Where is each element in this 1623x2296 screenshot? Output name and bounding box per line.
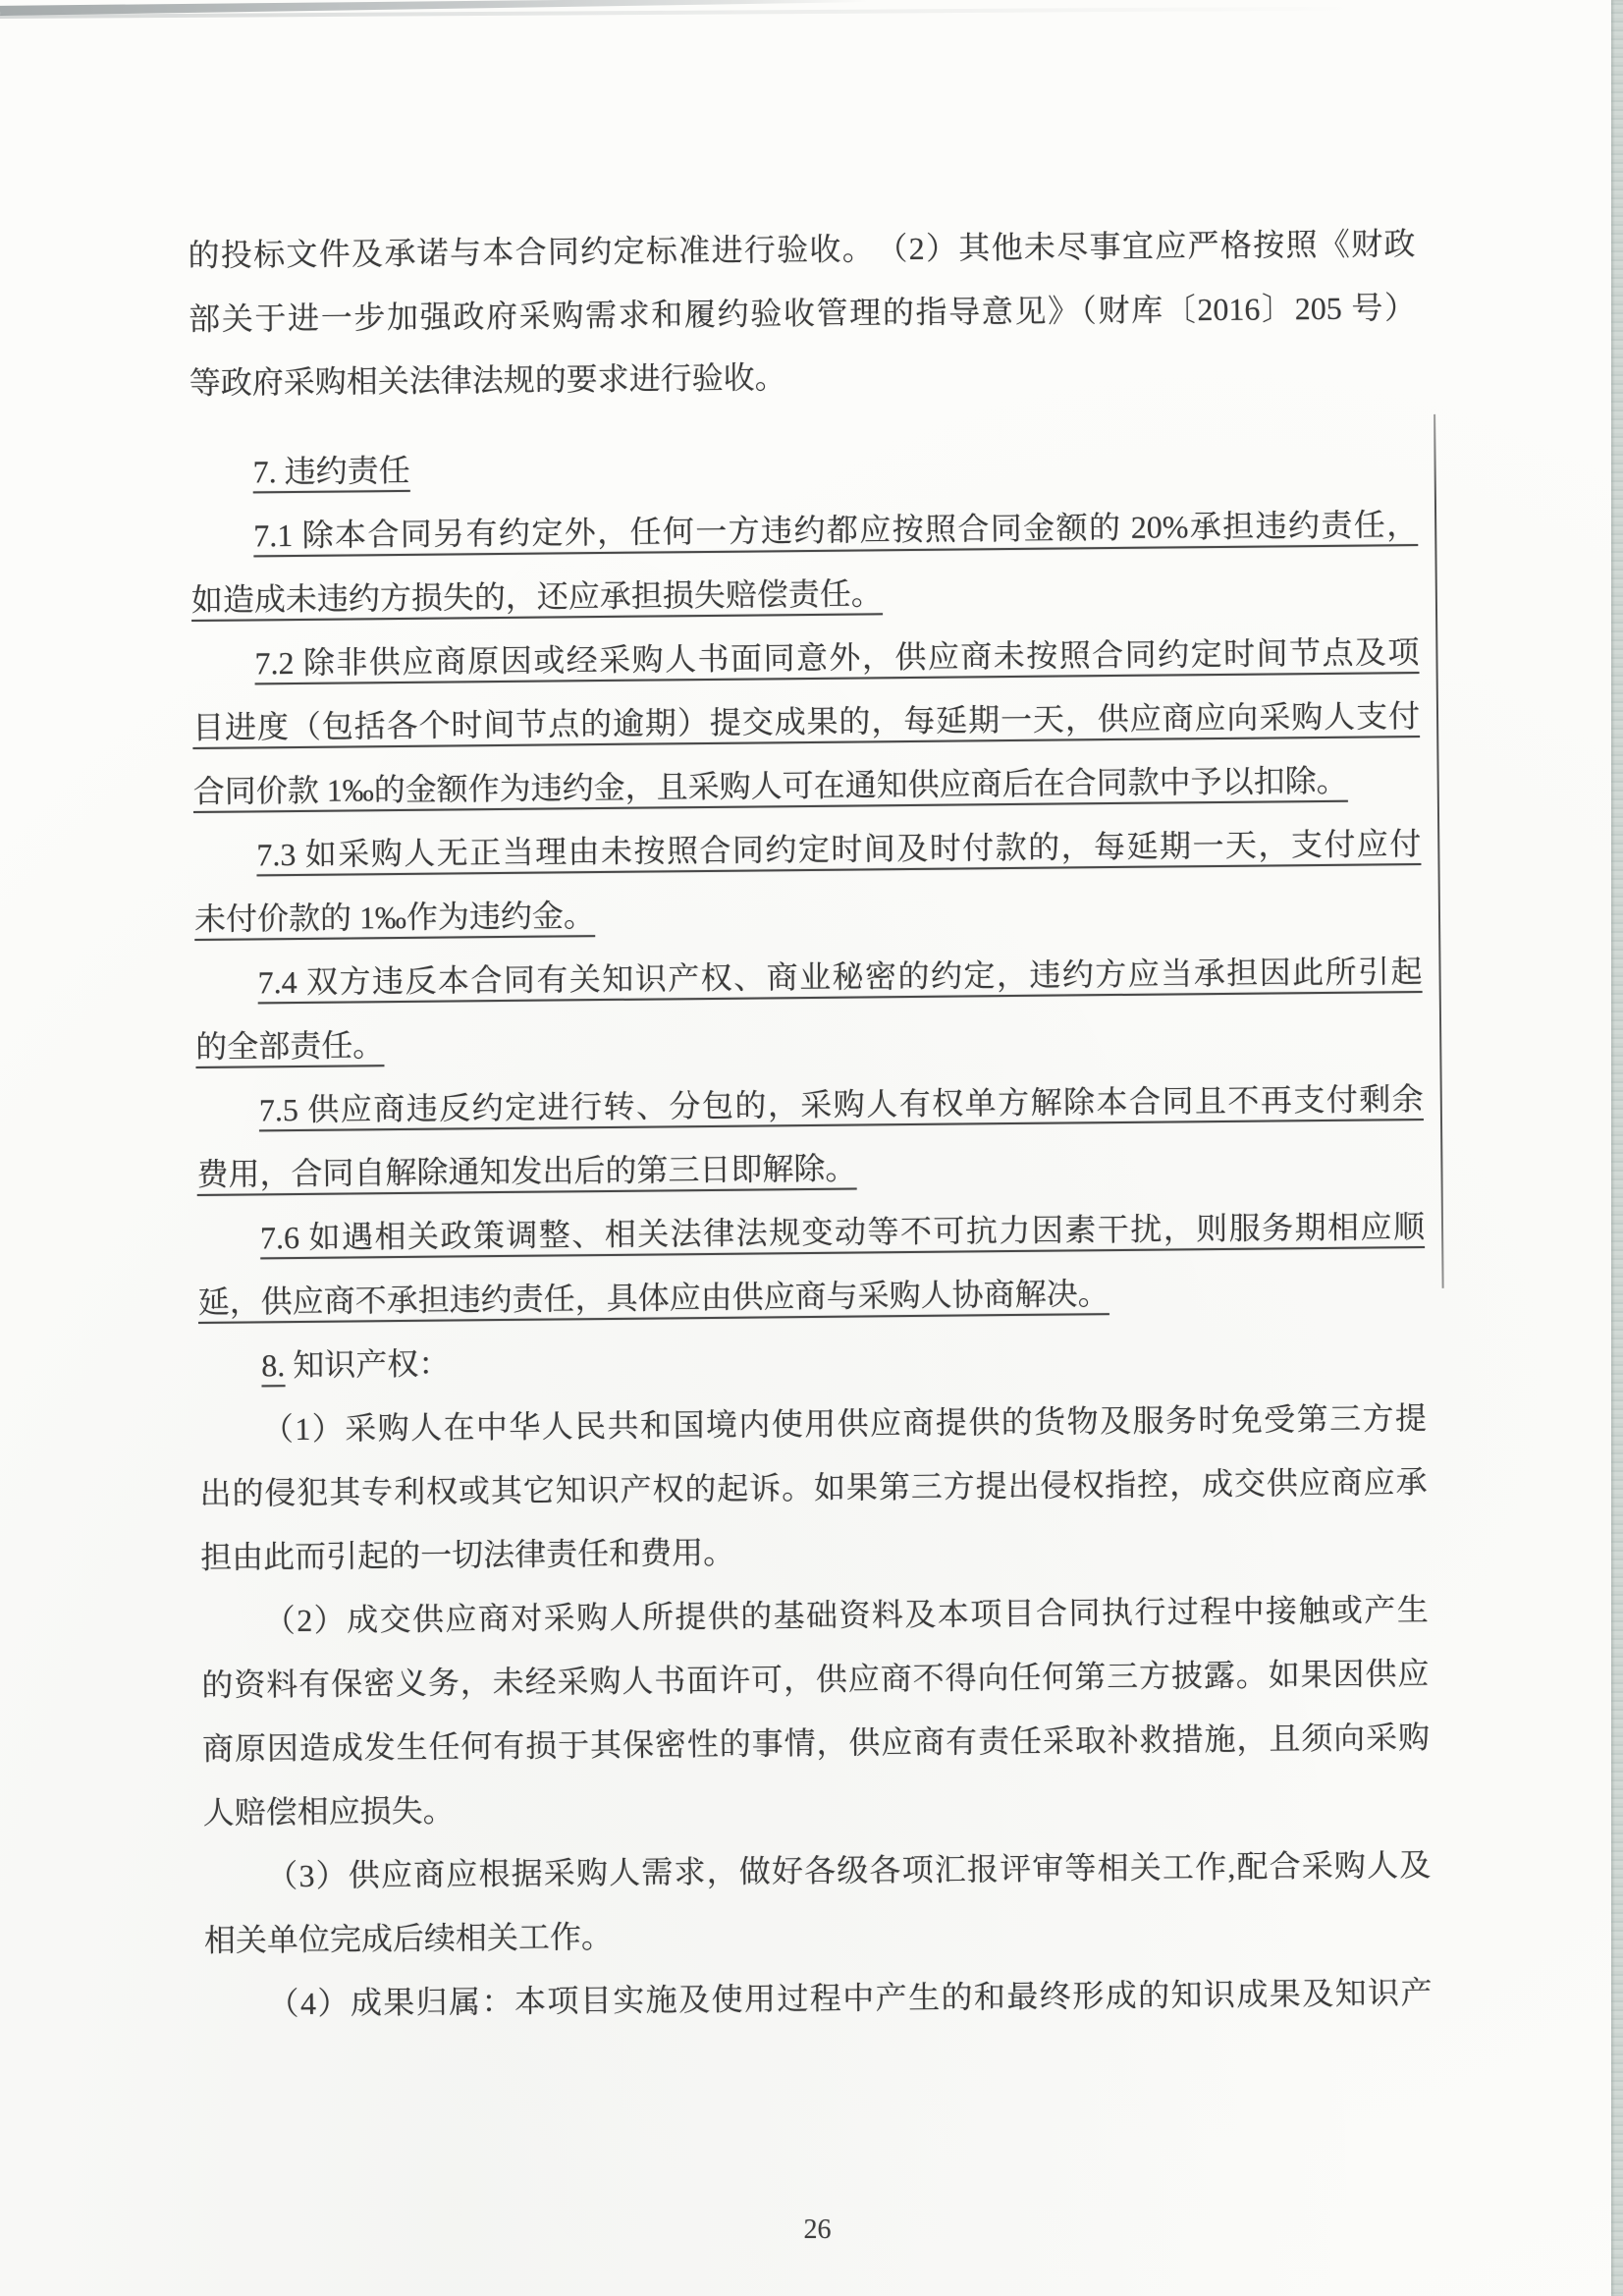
text-line: [189, 429, 1418, 505]
text-line: [199, 1387, 1428, 1462]
text-line: [195, 1004, 1424, 1079]
text-line: [204, 1961, 1433, 2037]
underlined-text: 7.3 如采购人无正当理由未按照合同约定时间及时付款的，每延期一天，支付应付: [256, 826, 1422, 873]
text-segment: 出的侵犯其专利权或其它知识产权的起诉。如果第三方提出侵权指控，成交供应商应承: [199, 1463, 1428, 1511]
text-line: [194, 940, 1423, 1015]
text-segment: 等政府采购相关法律法规的要求进行验收。: [189, 359, 786, 402]
text-line: [188, 212, 1416, 288]
text-line: [189, 276, 1417, 352]
underlined-text: 7.4 双方违反本合同有关知识产权、商业秘密的约定，违约方应当承担因此所引起: [257, 954, 1423, 1001]
underlined-text: 未付价款的 1‰作为违约金。: [193, 898, 596, 938]
underlined-text: 7.5 供应商违反约定进行转、分包的，采购人有权单方解除本合同且不再支付剩余: [258, 1081, 1424, 1128]
text-segment: 担由此而引起的一切法律责任和费用。: [200, 1534, 735, 1575]
page-edge-scan-band: [1611, 0, 1623, 2296]
underlined-text: 合同价款 1‰的金额作为违约金，且采购人可在通知供应商后在合同款中予以扣除。: [192, 762, 1348, 810]
text-line: [196, 1131, 1425, 1207]
text-segment: 的投标文件及承诺与本合同约定标准进行验收。 （2）其他未尽事宜应严格按照《财政: [188, 226, 1416, 274]
text-segment: （2）成交供应商对采购人所提供的基础资料及本项目合同执行过程中接触或产生: [263, 1591, 1429, 1639]
text-line: [193, 812, 1422, 888]
underlined-text: 费用，合同自解除通知发出后的第三日即解除。: [196, 1150, 857, 1192]
text-line: [191, 557, 1420, 632]
text-segment: （1）采购人在中华人民共和国境内使用供应商提供的货物及服务时免受第三方提: [261, 1399, 1428, 1448]
text-segment: 的资料有保密义务，未经采购人书面许可，供应商不得向任何第三方披露。如果因供应: [201, 1655, 1430, 1703]
text-line: [199, 1450, 1428, 1526]
underlined-text: 目进度（包括各个时间节点的逾期）提交成果的，每延期一天，供应商应向采购人支付: [191, 698, 1421, 746]
text-line: [201, 1578, 1430, 1654]
underlined-text: 8.: [261, 1347, 286, 1384]
text-segment: （4）成果归属：本项目实施及使用过程中产生的和最终形成的知识成果及知识产: [267, 1974, 1433, 2022]
text-line: [191, 621, 1420, 696]
text-line: [192, 748, 1421, 824]
text-line: [203, 1833, 1432, 1909]
text-line: [204, 1897, 1433, 1973]
text-line: [198, 1323, 1427, 1398]
underlined-text: 7.1 除本合同另有约定外，任何一方违约都应按照合同金额的 20%承担违约责任，: [253, 507, 1419, 554]
text-line: [197, 1259, 1426, 1335]
text-line: [194, 876, 1423, 952]
text-line: [192, 684, 1421, 760]
text-line: [196, 1067, 1425, 1143]
text-line: [190, 493, 1419, 569]
underlined-text: 的全部责任。: [195, 1027, 385, 1066]
text-segment: 部关于进一步加强政府采购需求和履约验收管理的指导意见》（财库〔2016〕205 号）: [188, 290, 1417, 338]
text-line: [202, 1770, 1431, 1845]
text-line: [197, 1195, 1426, 1271]
text-segment: 知识产权：: [285, 1345, 451, 1384]
text-segment: 人赔偿相应损失。: [202, 1792, 455, 1831]
text-line: [202, 1706, 1431, 1781]
text-segment: （3）供应商应根据采购人需求，做好各级各项汇报评审等相关工作,配合采购人及: [266, 1846, 1432, 1894]
text-segment: 相关单位完成后续相关工作。: [203, 1918, 614, 1958]
text-line: [189, 340, 1417, 415]
page-number: 26: [803, 2214, 832, 2245]
margin-revision-line: [1434, 414, 1444, 1288]
underlined-text: 如造成未违约方损失的，还应承担损失赔偿责任。: [190, 575, 884, 619]
underlined-text: 7. 违约责任: [252, 452, 410, 490]
text-block: [188, 212, 1433, 2037]
underlined-text: 7.2 除非供应商原因或经采购人书面同意外，供应商未按照合同约定时间节点及项: [254, 634, 1420, 682]
text-line: [201, 1642, 1430, 1718]
text-segment: 商原因造成发生任何有损于其保密性的事情，供应商有责任采取补救措施，且须向采购: [201, 1719, 1431, 1767]
underlined-text: 7.6 如遇相关政策调整、相关法律法规变动等不可抗力因素干扰，则服务期相应顺: [259, 1208, 1426, 1256]
text-line: [200, 1514, 1429, 1590]
underlined-text: 延，供应商不承担违约责任，具体应由供应商与采购人协商解决。: [197, 1276, 1109, 1320]
